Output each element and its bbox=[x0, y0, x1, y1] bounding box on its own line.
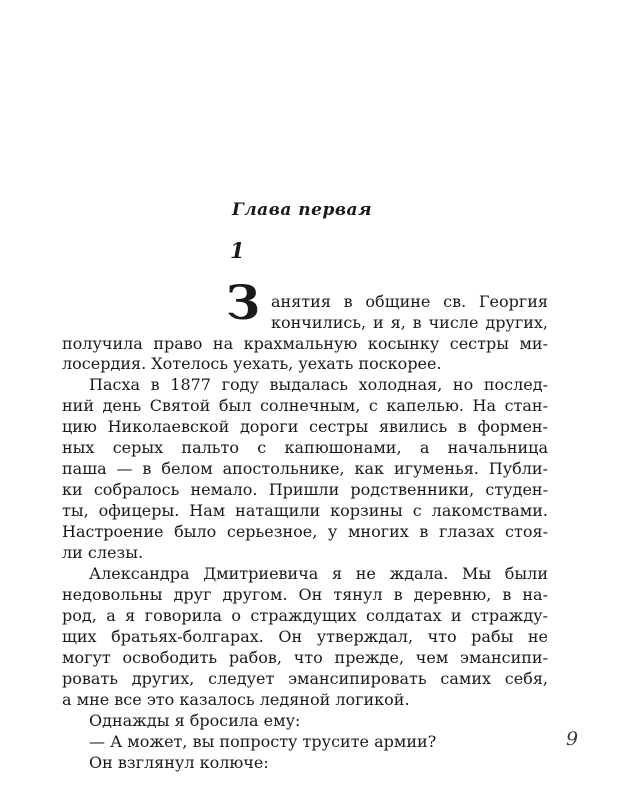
text-line: род, а я говорила о страждущих солдатах и стражду- bbox=[62, 606, 548, 625]
text-line: Однажды я бросила ему: bbox=[89, 711, 301, 730]
text-line: ровать других, следует эмансипировать самих себя, bbox=[62, 669, 548, 688]
text-line: Он взглянул колюче: bbox=[89, 753, 269, 772]
text-line: ки собралось немало. Пришли родственники, студен- bbox=[62, 480, 548, 499]
section-number: 1 bbox=[230, 238, 245, 263]
text-line: могут освободить рабов, что прежде, чем эмансипи- bbox=[62, 648, 548, 667]
text-line: — А может, вы попросту трусите армии? bbox=[89, 732, 437, 751]
text-line: ты, офицеры. Нам натащили корзины с лакомствами. bbox=[62, 501, 548, 520]
margin-mark: 9 bbox=[566, 728, 579, 750]
text-line: ний день Святой был солнечным, с капелью. На стан- bbox=[62, 396, 548, 415]
text-line: ли слезы. bbox=[62, 543, 144, 562]
text-line: лосердия. Хотелось уехать, уехать поскорее. bbox=[62, 354, 442, 373]
text-line: паша — в белом апостольнике, как игуменья. Публи- bbox=[62, 459, 548, 478]
text-line: цию Николаевской дороги сестры явились в формен- bbox=[62, 417, 548, 436]
text-line: ных серых пальто с капюшонами, а начальница bbox=[62, 438, 548, 457]
text-line: получила право на крахмальную косынку сестры ми- bbox=[62, 334, 548, 353]
text-line: а мне все это казалось ледяной логикой. bbox=[62, 690, 410, 709]
text-line: анятия в общине св. Георгия bbox=[271, 292, 548, 311]
text-line: кончились, и я, в числе других, bbox=[271, 313, 548, 332]
drop-cap: З bbox=[226, 276, 260, 331]
chapter-title: Глава первая bbox=[232, 200, 373, 220]
text-line: недовольны друг другом. Он тянул в деревню, в на- bbox=[62, 585, 548, 604]
text-line: Настроение было серьезное, у многих в глазах стоя- bbox=[62, 522, 548, 541]
text-line: Пасха в 1877 году выдалась холодная, но послед- bbox=[89, 375, 548, 394]
text-line: Александра Дмитриевича я не ждала. Мы были bbox=[89, 564, 548, 583]
text-line: щих братьях-болгарах. Он утверждал, что рабы не bbox=[62, 627, 548, 646]
